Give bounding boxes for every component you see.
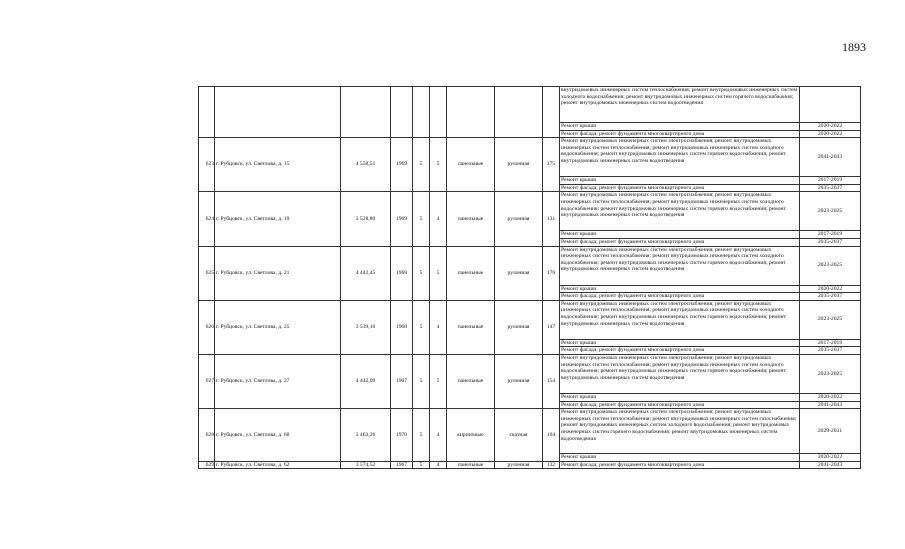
house-roof-type: рулонная <box>495 246 543 300</box>
work-type-cell: Ремонт крыши <box>560 177 800 185</box>
work-period-cell: 2020-2022 <box>800 454 861 462</box>
empty-cell <box>495 87 543 138</box>
work-type-cell: Ремонт внутридомовых инженерных систем электроснабжения; ремонт внутридомовых инженерных систем теплоснабжения; ремонт внутридомовых инженерных систем холодного водоснабжения; ремонт внутридомовых инженерных систем горячего водоснабжения; ремонт внутридомовых инженерных систем водоотведения <box>560 192 800 231</box>
house-residents: 176 <box>543 246 560 300</box>
housing-register-table <box>198 86 861 469</box>
table-row <box>199 354 861 393</box>
work-type-cell: Ремонт крыши <box>560 454 800 462</box>
house-number: 625 <box>199 246 215 300</box>
house-address: г. Рубцовск, ул. Светлова, д. 15 <box>215 138 341 192</box>
house-roof-type: рулонная <box>495 192 543 246</box>
house-area: 4 442,09 <box>341 354 391 408</box>
house-roof-type: рулонная <box>495 300 543 354</box>
work-type-cell: Ремонт фасада; ремонт фундамента многоквартирного дома <box>560 130 800 138</box>
house-floors: 5 <box>413 409 430 462</box>
empty-cell <box>199 87 215 138</box>
register-body <box>199 87 861 469</box>
house-entrances: 5 <box>430 354 447 408</box>
house-address: г. Рубцовск, ул. Светлова, д. 19 <box>215 192 341 246</box>
house-roof-type: скатная <box>495 409 543 462</box>
table-row <box>199 87 861 123</box>
work-type-cell: Ремонт внутридомовых инженерных систем электроснабжения; ремонт внутридомовых инженерных систем теплоснабжения; ремонт внутридомовых инженерных систем холодного водоснабжения; ремонт внутридомовых инженерных систем горячего водоснабжения; ремонт внутридомовых инженерных систем водоотведения <box>560 354 800 393</box>
work-type-cell: Ремонт фасада; ремонт фундамента многоквартирного дома <box>560 184 800 192</box>
house-area: 4 558,51 <box>341 138 391 192</box>
table-row <box>199 300 861 339</box>
house-wall-material: панельные <box>447 192 495 246</box>
house-area: 4 442,45 <box>341 246 391 300</box>
house-area: 3 528,80 <box>341 192 391 246</box>
house-floors: 5 <box>413 138 430 192</box>
table-row <box>199 461 861 469</box>
house-address: г. Рубцовск, ул. Светлова, д. 60 <box>215 409 341 462</box>
work-type-cell: Ремонт внутридомовых инженерных систем электроснабжения; ремонт внутридомовых инженерных систем теплоснабжения; ремонт внутридомовых инженерных систем холодного водоснабжения; ремонт внутридомовых инженерных систем горячего водоснабжения; ремонт внутридомовых инженерных систем водоотведения <box>560 300 800 339</box>
house-residents: 132 <box>543 461 560 469</box>
table-row <box>199 409 861 454</box>
house-floors: 5 <box>413 354 430 408</box>
empty-cell <box>215 87 341 138</box>
empty-cell <box>447 87 495 138</box>
empty-cell <box>413 87 430 138</box>
house-address: г. Рубцовск, ул. Светлова, д. 62 <box>215 461 341 469</box>
house-entrances: 5 <box>430 138 447 192</box>
house-residents: 131 <box>543 192 560 246</box>
work-type-cell: Ремонт фасада; ремонт фундамента многоквартирного дома <box>560 401 800 409</box>
house-year: 1968 <box>391 246 413 300</box>
house-entrances: 5 <box>430 246 447 300</box>
work-period-cell: 2029-2031 <box>800 409 861 454</box>
empty-cell <box>543 87 560 138</box>
house-wall-material: панельные <box>447 138 495 192</box>
work-period-cell: 2041-2043 <box>800 401 861 409</box>
house-number: 627 <box>199 354 215 408</box>
house-address: г. Рубцовск, ул. Светлова, д. 21 <box>215 246 341 300</box>
work-period-cell: 2023-2025 <box>800 354 861 393</box>
work-period-cell: 2035-2037 <box>800 347 861 355</box>
work-type-cell: Ремонт крыши <box>560 123 800 131</box>
house-number: 626 <box>199 300 215 354</box>
work-period-cell: 2020-2022 <box>800 130 861 138</box>
house-area: 3 463,26 <box>341 409 391 462</box>
work-period-cell: 2023-2025 <box>800 192 861 231</box>
house-entrances: 4 <box>430 461 447 469</box>
work-period-cell: 2035-2037 <box>800 293 861 301</box>
work-period-cell: 2017-2019 <box>800 339 861 347</box>
work-period-cell: 2023-2025 <box>800 300 861 339</box>
house-wall-material: панельные <box>447 300 495 354</box>
house-residents: 175 <box>543 138 560 192</box>
house-roof-type: рулонная <box>495 138 543 192</box>
work-period-cell: 2035-2037 <box>800 238 861 246</box>
work-period-cell: 2017-2019 <box>800 177 861 185</box>
table-row <box>199 138 861 177</box>
house-roof-type: рулонная <box>495 354 543 408</box>
work-period-cell <box>800 87 861 123</box>
house-entrances: 4 <box>430 192 447 246</box>
house-address: г. Рубцовск, ул. Светлова, д. 27 <box>215 354 341 408</box>
work-type-cell: Ремонт фасада; ремонт фундамента многоквартирного дома <box>560 293 800 301</box>
table-row <box>199 246 861 285</box>
empty-cell <box>430 87 447 138</box>
work-type-cell: Ремонт крыши <box>560 231 800 239</box>
house-number: 628 <box>199 409 215 462</box>
house-wall-material: панельные <box>447 461 495 469</box>
work-type-cell: Ремонт внутридомовых инженерных систем электроснабжения; ремонт внутридомовых инженерных систем теплоснабжения; ремонт внутридомовых инженерных систем холодного водоснабжения; ремонт внутридомовых инженерных систем горячего водоснабжения; ремонт внутридомовых инженерных систем водоотведения <box>560 246 800 285</box>
empty-cell <box>341 87 391 138</box>
house-number: 623 <box>199 138 215 192</box>
table-row <box>199 192 861 231</box>
house-number: 629 <box>199 461 215 469</box>
work-type-cell: Ремонт фасада; ремонт фундамента многоквартирного дома <box>560 238 800 246</box>
work-period-cell: 2023-2025 <box>800 246 861 285</box>
house-area: 3 574,52 <box>341 461 391 469</box>
work-period-cell: 2035-2037 <box>800 184 861 192</box>
house-floors: 5 <box>413 192 430 246</box>
work-type-cell: Ремонт крыши <box>560 393 800 401</box>
work-type-cell: Ремонт крыши <box>560 285 800 293</box>
house-year: 1969 <box>391 138 413 192</box>
empty-cell <box>391 87 413 138</box>
house-entrances: 4 <box>430 300 447 354</box>
house-floors: 5 <box>413 300 430 354</box>
work-type-cell: Ремонт фасада; ремонт фундамента многоквартирного дома <box>560 461 800 469</box>
page-number: 1893 <box>842 40 866 54</box>
work-period-cell: 2020-2022 <box>800 393 861 401</box>
work-type-cell: Ремонт внутридомовых инженерных систем электроснабжения; ремонт внутридомовых инженерных систем теплоснабжения; ремонт внутридомовых инженерных систем газоснабжения; ремонт внутридомовых инженерных систем холодного водоснабжения; ремонт внутридомовых инженерных систем горячего водоснабжения; ремонт внутридомовых инженерных систем водоотведения <box>560 409 800 454</box>
house-wall-material: кирпичные <box>447 409 495 462</box>
house-year: 1968 <box>391 300 413 354</box>
work-period-cell: 2041-2043 <box>800 461 861 469</box>
house-roof-type: рулонная <box>495 461 543 469</box>
house-entrances: 4 <box>430 409 447 462</box>
work-period-cell: 2041-2043 <box>800 138 861 177</box>
house-wall-material: панельные <box>447 354 495 408</box>
house-area: 3 539,10 <box>341 300 391 354</box>
work-period-cell: 2017-2019 <box>800 231 861 239</box>
work-type-cell: внутридомовых инженерных систем теплоснабжения; ремонт внутридомовых инженерных систем холодного водоснабжения; ремонт внутридомовых инженерных систем горячего водоснабжения; ремонт внутридомовых инженерных систем водоотведения <box>560 87 800 123</box>
house-wall-material: панельные <box>447 246 495 300</box>
work-type-cell: Ремонт фасада; ремонт фундамента многоквартирного дома <box>560 347 800 355</box>
house-residents: 147 <box>543 300 560 354</box>
house-number: 624 <box>199 192 215 246</box>
house-residents: 104 <box>543 409 560 462</box>
house-year: 1970 <box>391 409 413 462</box>
house-residents: 154 <box>543 354 560 408</box>
house-year: 1969 <box>391 192 413 246</box>
house-floors: 5 <box>413 246 430 300</box>
work-period-cell: 2020-2022 <box>800 285 861 293</box>
house-floors: 5 <box>413 461 430 469</box>
house-address: г. Рубцовск, ул. Светлова, д. 25 <box>215 300 341 354</box>
work-type-cell: Ремонт крыши <box>560 339 800 347</box>
work-period-cell: 2020-2022 <box>800 123 861 131</box>
work-type-cell: Ремонт внутридомовых инженерных систем электроснабжения; ремонт внутридомовых инженерных систем теплоснабжения; ремонт внутридомовых инженерных систем холодного водоснабжения; ремонт внутридомовых инженерных систем горячего водоснабжения; ремонт внутридомовых инженерных систем водоотведения <box>560 138 800 177</box>
house-year: 1967 <box>391 461 413 469</box>
house-year: 1967 <box>391 354 413 408</box>
